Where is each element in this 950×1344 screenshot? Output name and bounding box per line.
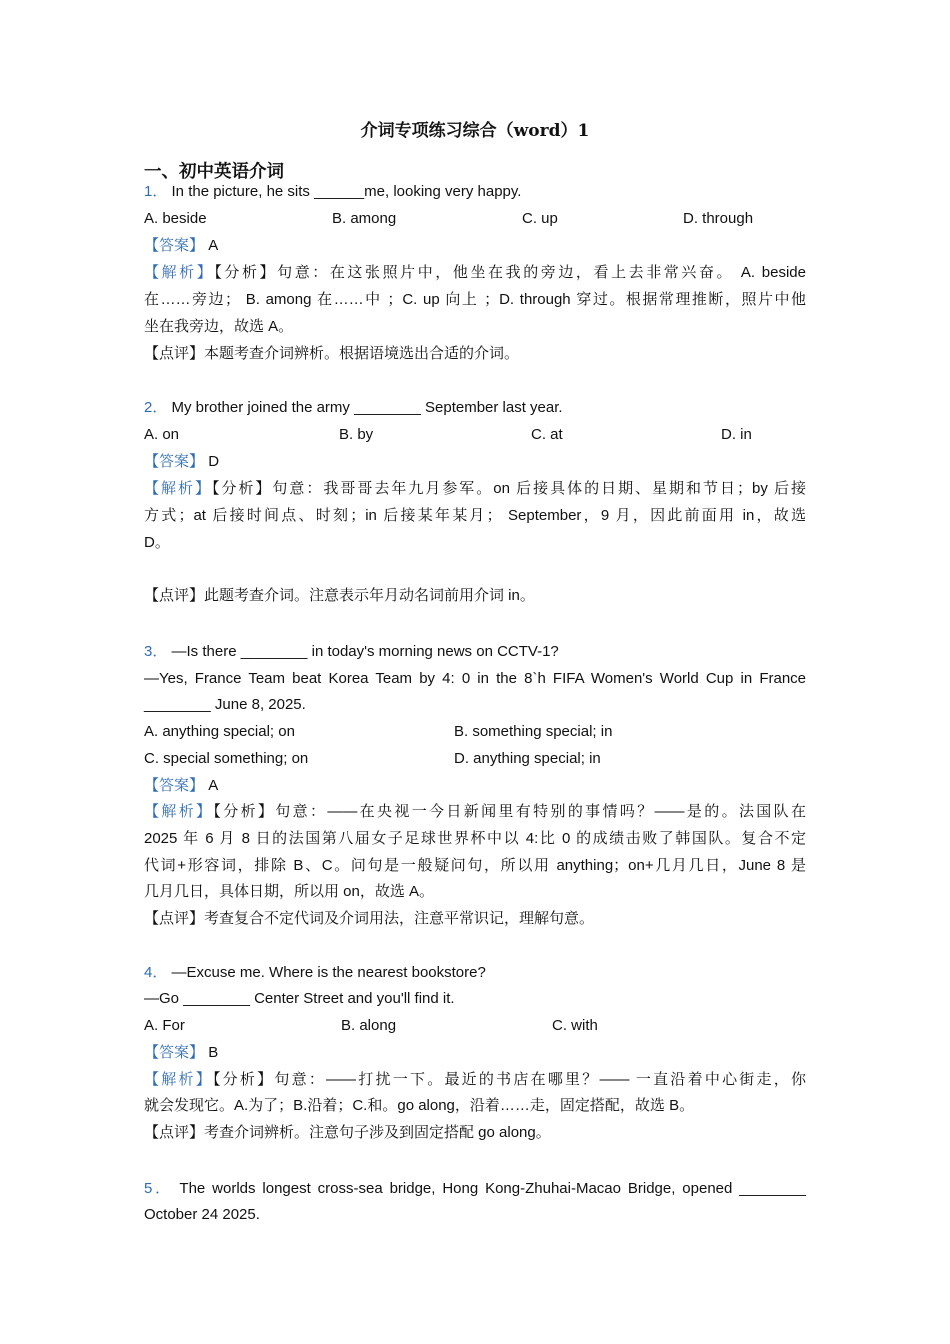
analysis-line: 坐在我旁边，故选 A。 <box>144 318 294 335</box>
option-d: D. through <box>683 210 754 227</box>
answer-line <box>144 451 806 473</box>
option-b: B. by <box>339 426 374 443</box>
option-d: D. in <box>721 426 752 443</box>
question-number: 3． <box>144 643 168 660</box>
question-text: The worlds longest cross-sea bridge, Hong Kong-Zhuhai-Macao Bridge, opened ________ <box>179 1180 806 1197</box>
analysis-text: 【分析】句意：——在央视一今日新闻里有特别的事情吗？——是的。法国队在 <box>213 803 806 820</box>
option-a: A. on <box>144 426 180 443</box>
analysis-line: 2025 年 6 月 8 日的法国第八届女子足球世界杯中以 4:比 0 的成绩击败了韩国队。复合不定 <box>144 830 806 847</box>
analysis-text: 【分析】句意：在这张照片中，他坐在我的旁边，看上去非常兴奋。 A. beside <box>214 264 806 281</box>
analysis-line <box>144 1069 806 1091</box>
analysis-line <box>144 801 806 823</box>
analysis-line: 就会发现它。A.为了；B.沿着；C.和。go along，沿着……走，固定搭配，故选 B。 <box>144 1097 695 1114</box>
analysis-label: 【解析】 <box>144 803 214 820</box>
question-5 <box>144 1178 806 1200</box>
option-a: A. beside <box>144 210 207 227</box>
analysis-label: 【解析】 <box>144 1071 213 1088</box>
answer-label: 【答案】 <box>144 453 205 470</box>
comment-line: 【点评】此题考查介词。注意表示年月动名词前用介词 in。 <box>144 587 535 604</box>
option-c: C. up <box>522 210 558 227</box>
analysis-text: 【分析】句意：我哥哥去年九月参军。on 后接具体的日期、星期和节日；by 后接 <box>211 480 806 497</box>
answer-value: A <box>208 237 219 254</box>
analysis-line <box>144 478 806 500</box>
answer-line <box>144 1042 806 1064</box>
question-text: —Is there ________ in today's morning news on CCTV-1? <box>171 643 559 660</box>
question-number: 1． <box>144 183 168 200</box>
answer-value: D <box>208 453 220 470</box>
question-text: ________ June 8, 2025. <box>144 696 306 713</box>
analysis-label: 【解析】 <box>144 480 212 497</box>
question-text: In the picture, he sits ______me, looking very happy. <box>171 183 522 200</box>
option-c: C. at <box>531 426 563 443</box>
analysis-line: 代词+形容词，排除 B、C。问句是一般疑问句，所以用 anything；on+几月几日，June 8 是 <box>144 857 806 874</box>
analysis-line: D。 <box>144 534 170 551</box>
analysis-line <box>144 262 806 284</box>
answer-label: 【答案】 <box>144 1044 205 1061</box>
answer-label: 【答案】 <box>144 237 205 254</box>
analysis-label: 【解析】 <box>144 264 215 281</box>
section-heading: 一、初中英语介词 <box>144 162 284 182</box>
question-text: —Excuse me. Where is the nearest bookstore? <box>171 964 486 981</box>
answer-label: 【答案】 <box>144 777 205 794</box>
option-b: B. along <box>341 1017 397 1034</box>
analysis-line: 几月几日，具体日期，所以用 on，故选 A。 <box>144 883 435 900</box>
question-4 <box>144 962 806 984</box>
answer-value: B <box>208 1044 219 1061</box>
analysis-line: 方式；at 后接时间点、时刻；in 后接某年某月； September，9 月，因此前面用 in，故选 <box>144 507 806 524</box>
question-text: October 24 2025. <box>144 1206 260 1223</box>
question-text: My brother joined the army ________ September last year. <box>171 399 563 416</box>
document-title: 介词专项练习综合（word）1 <box>360 121 590 141</box>
comment-line: 【点评】考查复合不定代词及介词用法，注意平常识记，理解句意。 <box>144 910 595 927</box>
question-3 <box>144 641 806 663</box>
analysis-line: 在……旁边； B. among 在……中 ；C. up 向上 ；D. through 穿过。根据常理推断，照片中他 <box>144 291 806 308</box>
option-d: D. anything special; in <box>454 750 601 767</box>
comment-line: 【点评】考查介词辨析。注意句子涉及到固定搭配 go along。 <box>144 1124 551 1141</box>
question-number: 4． <box>144 964 168 981</box>
option-a: A. For <box>144 1017 185 1034</box>
answer-line <box>144 775 806 797</box>
option-b: B. something special; in <box>454 723 613 740</box>
option-b: B. among <box>332 210 397 227</box>
answer-value: A <box>208 777 219 794</box>
question-2 <box>144 397 806 419</box>
option-c: C. with <box>552 1017 598 1034</box>
question-text: —Go ________ Center Street and you'll find it. <box>144 990 455 1007</box>
question-number: 2． <box>144 399 168 416</box>
option-c: C. special something; on <box>144 750 309 767</box>
comment-line: 【点评】本题考查介词辨析。根据语境选出合适的介词。 <box>144 345 520 362</box>
analysis-text: 【分析】句意：——打扰一下。最近的书店在哪里？—— 一直沿着中心街走，你 <box>212 1071 806 1088</box>
answer-line <box>144 235 806 257</box>
option-a: A. anything special; on <box>144 723 295 740</box>
question-text: —Yes, France Team beat Korea Team by 4: 0 in the 8`h FIFA Women's World Cup in France <box>144 670 806 687</box>
question-1 <box>144 181 806 203</box>
question-number: 5． <box>144 1180 173 1197</box>
